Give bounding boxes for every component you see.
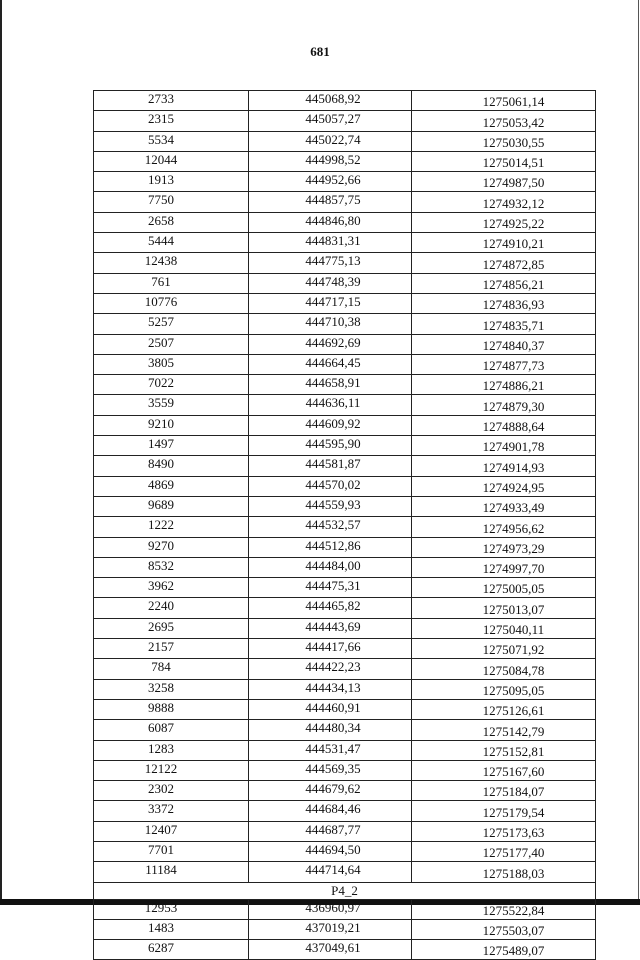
x-coordinate-cell: 444748,39 bbox=[249, 273, 412, 293]
y-coordinate-cell: 1275188,03 bbox=[412, 862, 596, 882]
x-coordinate-cell: 444679,62 bbox=[249, 781, 412, 801]
point-id-cell: 9270 bbox=[94, 537, 249, 557]
point-id-cell: 2695 bbox=[94, 618, 249, 638]
x-coordinate-cell: 444857,75 bbox=[249, 192, 412, 212]
y-coordinate-cell: 1275013,07 bbox=[412, 598, 596, 618]
table-row bbox=[94, 841, 596, 861]
table-row bbox=[94, 476, 596, 496]
point-id-cell: 2733 bbox=[94, 91, 249, 111]
table-row bbox=[94, 598, 596, 618]
y-coordinate-cell: 1275167,60 bbox=[412, 760, 596, 780]
y-coordinate-cell: 1275071,92 bbox=[412, 639, 596, 659]
table-row bbox=[94, 862, 596, 882]
point-id-cell: 1913 bbox=[94, 172, 249, 192]
table-row bbox=[94, 801, 596, 821]
y-coordinate-cell: 1274836,93 bbox=[412, 293, 596, 313]
page-left-edge bbox=[0, 0, 2, 905]
point-id-cell: 4869 bbox=[94, 476, 249, 496]
x-coordinate-cell: 444595,90 bbox=[249, 436, 412, 456]
x-coordinate-cell: 445057,27 bbox=[249, 111, 412, 131]
table-row bbox=[94, 659, 596, 679]
table-row bbox=[94, 151, 596, 171]
y-coordinate-cell: 1274835,71 bbox=[412, 314, 596, 334]
y-coordinate-cell: 1274987,50 bbox=[412, 172, 596, 192]
y-coordinate-cell: 1275184,07 bbox=[412, 781, 596, 801]
y-coordinate-cell: 1274901,78 bbox=[412, 436, 596, 456]
point-id-cell: 12438 bbox=[94, 253, 249, 273]
y-coordinate-cell: 1275095,05 bbox=[412, 679, 596, 699]
x-coordinate-cell: 444717,15 bbox=[249, 293, 412, 313]
x-coordinate-cell: 444710,38 bbox=[249, 314, 412, 334]
table-row bbox=[94, 131, 596, 151]
page-right-edge bbox=[638, 0, 639, 905]
x-coordinate-cell: 444636,11 bbox=[249, 395, 412, 415]
point-id-cell: 12122 bbox=[94, 760, 249, 780]
table-row bbox=[94, 679, 596, 699]
section-label: Р4_2 bbox=[94, 882, 596, 899]
y-coordinate-cell: 1274856,21 bbox=[412, 273, 596, 293]
y-coordinate-cell: 1275030,55 bbox=[412, 131, 596, 151]
y-coordinate-cell: 1274933,49 bbox=[412, 496, 596, 516]
y-coordinate-cell: 1274879,30 bbox=[412, 395, 596, 415]
table-row bbox=[94, 639, 596, 659]
x-coordinate-cell: 444484,00 bbox=[249, 557, 412, 577]
y-coordinate-cell: 1275040,11 bbox=[412, 618, 596, 638]
y-coordinate-cell: 1275126,61 bbox=[412, 699, 596, 719]
x-coordinate-cell: 445068,92 bbox=[249, 91, 412, 111]
point-id-cell: 7022 bbox=[94, 375, 249, 395]
y-coordinate-cell: 1274932,12 bbox=[412, 192, 596, 212]
y-coordinate-cell: 1275142,79 bbox=[412, 720, 596, 740]
table-row bbox=[94, 618, 596, 638]
point-id-cell: 1222 bbox=[94, 517, 249, 537]
table-row bbox=[94, 415, 596, 435]
table-row bbox=[94, 557, 596, 577]
point-id-cell: 5534 bbox=[94, 131, 249, 151]
point-id-cell: 6287 bbox=[94, 940, 249, 960]
y-coordinate-cell: 1275014,51 bbox=[412, 151, 596, 171]
x-coordinate-cell: 445022,74 bbox=[249, 131, 412, 151]
x-coordinate-cell: 444480,34 bbox=[249, 720, 412, 740]
y-coordinate-cell: 1275173,63 bbox=[412, 821, 596, 841]
y-coordinate-cell: 1274924,95 bbox=[412, 476, 596, 496]
y-coordinate-cell: 1274973,29 bbox=[412, 537, 596, 557]
table-row bbox=[94, 436, 596, 456]
x-coordinate-cell: 437049,61 bbox=[249, 940, 412, 960]
x-coordinate-cell: 444422,23 bbox=[249, 659, 412, 679]
table-row bbox=[94, 496, 596, 516]
x-coordinate-cell: 444475,31 bbox=[249, 578, 412, 598]
x-coordinate-cell: 444581,87 bbox=[249, 456, 412, 476]
y-coordinate-cell: 1274872,85 bbox=[412, 253, 596, 273]
section-table-body bbox=[94, 899, 596, 960]
x-coordinate-cell: 444609,92 bbox=[249, 415, 412, 435]
y-coordinate-cell: 1274840,37 bbox=[412, 334, 596, 354]
y-coordinate-cell: 1275179,54 bbox=[412, 801, 596, 821]
point-id-cell: 7701 bbox=[94, 841, 249, 861]
x-coordinate-cell: 444512,86 bbox=[249, 537, 412, 557]
point-id-cell: 784 bbox=[94, 659, 249, 679]
x-coordinate-cell: 444694,50 bbox=[249, 841, 412, 861]
table-row bbox=[94, 517, 596, 537]
table-row bbox=[94, 91, 596, 111]
point-id-cell: 11184 bbox=[94, 862, 249, 882]
table-row bbox=[94, 940, 596, 960]
point-id-cell: 2157 bbox=[94, 639, 249, 659]
table-row bbox=[94, 253, 596, 273]
y-coordinate-cell: 1274877,73 bbox=[412, 354, 596, 374]
x-coordinate-cell: 437019,21 bbox=[249, 919, 412, 939]
point-id-cell: 7750 bbox=[94, 192, 249, 212]
x-coordinate-cell: 444443,69 bbox=[249, 618, 412, 638]
y-coordinate-cell: 1274886,21 bbox=[412, 375, 596, 395]
x-coordinate-cell: 444531,47 bbox=[249, 740, 412, 760]
x-coordinate-cell: 444460,91 bbox=[249, 699, 412, 719]
section-header-row bbox=[94, 882, 596, 899]
coordinates-table bbox=[93, 90, 596, 960]
point-id-cell: 9210 bbox=[94, 415, 249, 435]
table-row bbox=[94, 334, 596, 354]
y-coordinate-cell: 1275152,81 bbox=[412, 740, 596, 760]
table-row bbox=[94, 273, 596, 293]
y-coordinate-cell: 1275005,05 bbox=[412, 578, 596, 598]
table-row bbox=[94, 781, 596, 801]
table-row bbox=[94, 314, 596, 334]
x-coordinate-cell: 444775,13 bbox=[249, 253, 412, 273]
point-id-cell: 2302 bbox=[94, 781, 249, 801]
point-id-cell: 2315 bbox=[94, 111, 249, 131]
table-row bbox=[94, 760, 596, 780]
y-coordinate-cell: 1275489,07 bbox=[412, 940, 596, 960]
table-row bbox=[94, 354, 596, 374]
point-id-cell: 12407 bbox=[94, 821, 249, 841]
section-header-body bbox=[94, 882, 596, 899]
x-coordinate-cell: 444465,82 bbox=[249, 598, 412, 618]
table-row bbox=[94, 537, 596, 557]
y-coordinate-cell: 1274914,93 bbox=[412, 456, 596, 476]
y-coordinate-cell: 1275177,40 bbox=[412, 841, 596, 861]
point-id-cell: 8490 bbox=[94, 456, 249, 476]
table-row bbox=[94, 919, 596, 939]
table-row bbox=[94, 899, 596, 919]
point-id-cell: 9689 bbox=[94, 496, 249, 516]
page-number: 681 bbox=[310, 44, 330, 59]
x-coordinate-cell: 444998,52 bbox=[249, 151, 412, 171]
point-id-cell: 5444 bbox=[94, 233, 249, 253]
table-row bbox=[94, 456, 596, 476]
y-coordinate-cell: 1274888,64 bbox=[412, 415, 596, 435]
table-row bbox=[94, 233, 596, 253]
x-coordinate-cell: 444532,57 bbox=[249, 517, 412, 537]
y-coordinate-cell: 1274997,70 bbox=[412, 557, 596, 577]
point-id-cell: 1497 bbox=[94, 436, 249, 456]
table-row bbox=[94, 192, 596, 212]
x-coordinate-cell: 444714,64 bbox=[249, 862, 412, 882]
y-coordinate-cell: 1274910,21 bbox=[412, 233, 596, 253]
table-row bbox=[94, 111, 596, 131]
table-row bbox=[94, 375, 596, 395]
x-coordinate-cell: 444664,45 bbox=[249, 354, 412, 374]
point-id-cell: 2658 bbox=[94, 212, 249, 232]
y-coordinate-cell: 1275061,14 bbox=[412, 91, 596, 111]
point-id-cell: 12044 bbox=[94, 151, 249, 171]
x-coordinate-cell: 444569,35 bbox=[249, 760, 412, 780]
table-row bbox=[94, 821, 596, 841]
x-coordinate-cell: 444831,31 bbox=[249, 233, 412, 253]
x-coordinate-cell: 444687,77 bbox=[249, 821, 412, 841]
point-id-cell: 3962 bbox=[94, 578, 249, 598]
point-id-cell: 5257 bbox=[94, 314, 249, 334]
table-row bbox=[94, 212, 596, 232]
table-row bbox=[94, 578, 596, 598]
table-row bbox=[94, 172, 596, 192]
x-coordinate-cell: 444417,66 bbox=[249, 639, 412, 659]
point-id-cell: 3805 bbox=[94, 354, 249, 374]
point-id-cell: 1283 bbox=[94, 740, 249, 760]
point-id-cell: 2240 bbox=[94, 598, 249, 618]
table-row bbox=[94, 720, 596, 740]
point-id-cell: 10776 bbox=[94, 293, 249, 313]
point-id-cell: 761 bbox=[94, 273, 249, 293]
table-row bbox=[94, 293, 596, 313]
x-coordinate-cell: 444692,69 bbox=[249, 334, 412, 354]
point-id-cell: 2507 bbox=[94, 334, 249, 354]
x-coordinate-cell: 444952,66 bbox=[249, 172, 412, 192]
point-id-cell: 3559 bbox=[94, 395, 249, 415]
x-coordinate-cell: 444559,93 bbox=[249, 496, 412, 516]
x-coordinate-cell: 444570,02 bbox=[249, 476, 412, 496]
table-row bbox=[94, 740, 596, 760]
y-coordinate-cell: 1275084,78 bbox=[412, 659, 596, 679]
y-coordinate-cell: 1274956,62 bbox=[412, 517, 596, 537]
point-id-cell: 8532 bbox=[94, 557, 249, 577]
x-coordinate-cell: 444658,91 bbox=[249, 375, 412, 395]
table-row bbox=[94, 699, 596, 719]
x-coordinate-cell: 444846,80 bbox=[249, 212, 412, 232]
y-coordinate-cell: 1274925,22 bbox=[412, 212, 596, 232]
x-coordinate-cell: 444684,46 bbox=[249, 801, 412, 821]
point-id-cell: 9888 bbox=[94, 699, 249, 719]
point-id-cell: 3372 bbox=[94, 801, 249, 821]
table-row bbox=[94, 395, 596, 415]
x-coordinate-cell: 444434,13 bbox=[249, 679, 412, 699]
y-coordinate-cell: 1275053,42 bbox=[412, 111, 596, 131]
point-id-cell: 3258 bbox=[94, 679, 249, 699]
coordinates-table-body bbox=[94, 91, 596, 883]
point-id-cell: 1483 bbox=[94, 919, 249, 939]
point-id-cell: 6087 bbox=[94, 720, 249, 740]
x-coordinate-cell: 436960,97 bbox=[249, 899, 412, 919]
point-id-cell: 12953 bbox=[94, 899, 249, 919]
y-coordinate-cell: 1275503,07 bbox=[412, 919, 596, 939]
y-coordinate-cell: 1275522,84 bbox=[412, 899, 596, 919]
